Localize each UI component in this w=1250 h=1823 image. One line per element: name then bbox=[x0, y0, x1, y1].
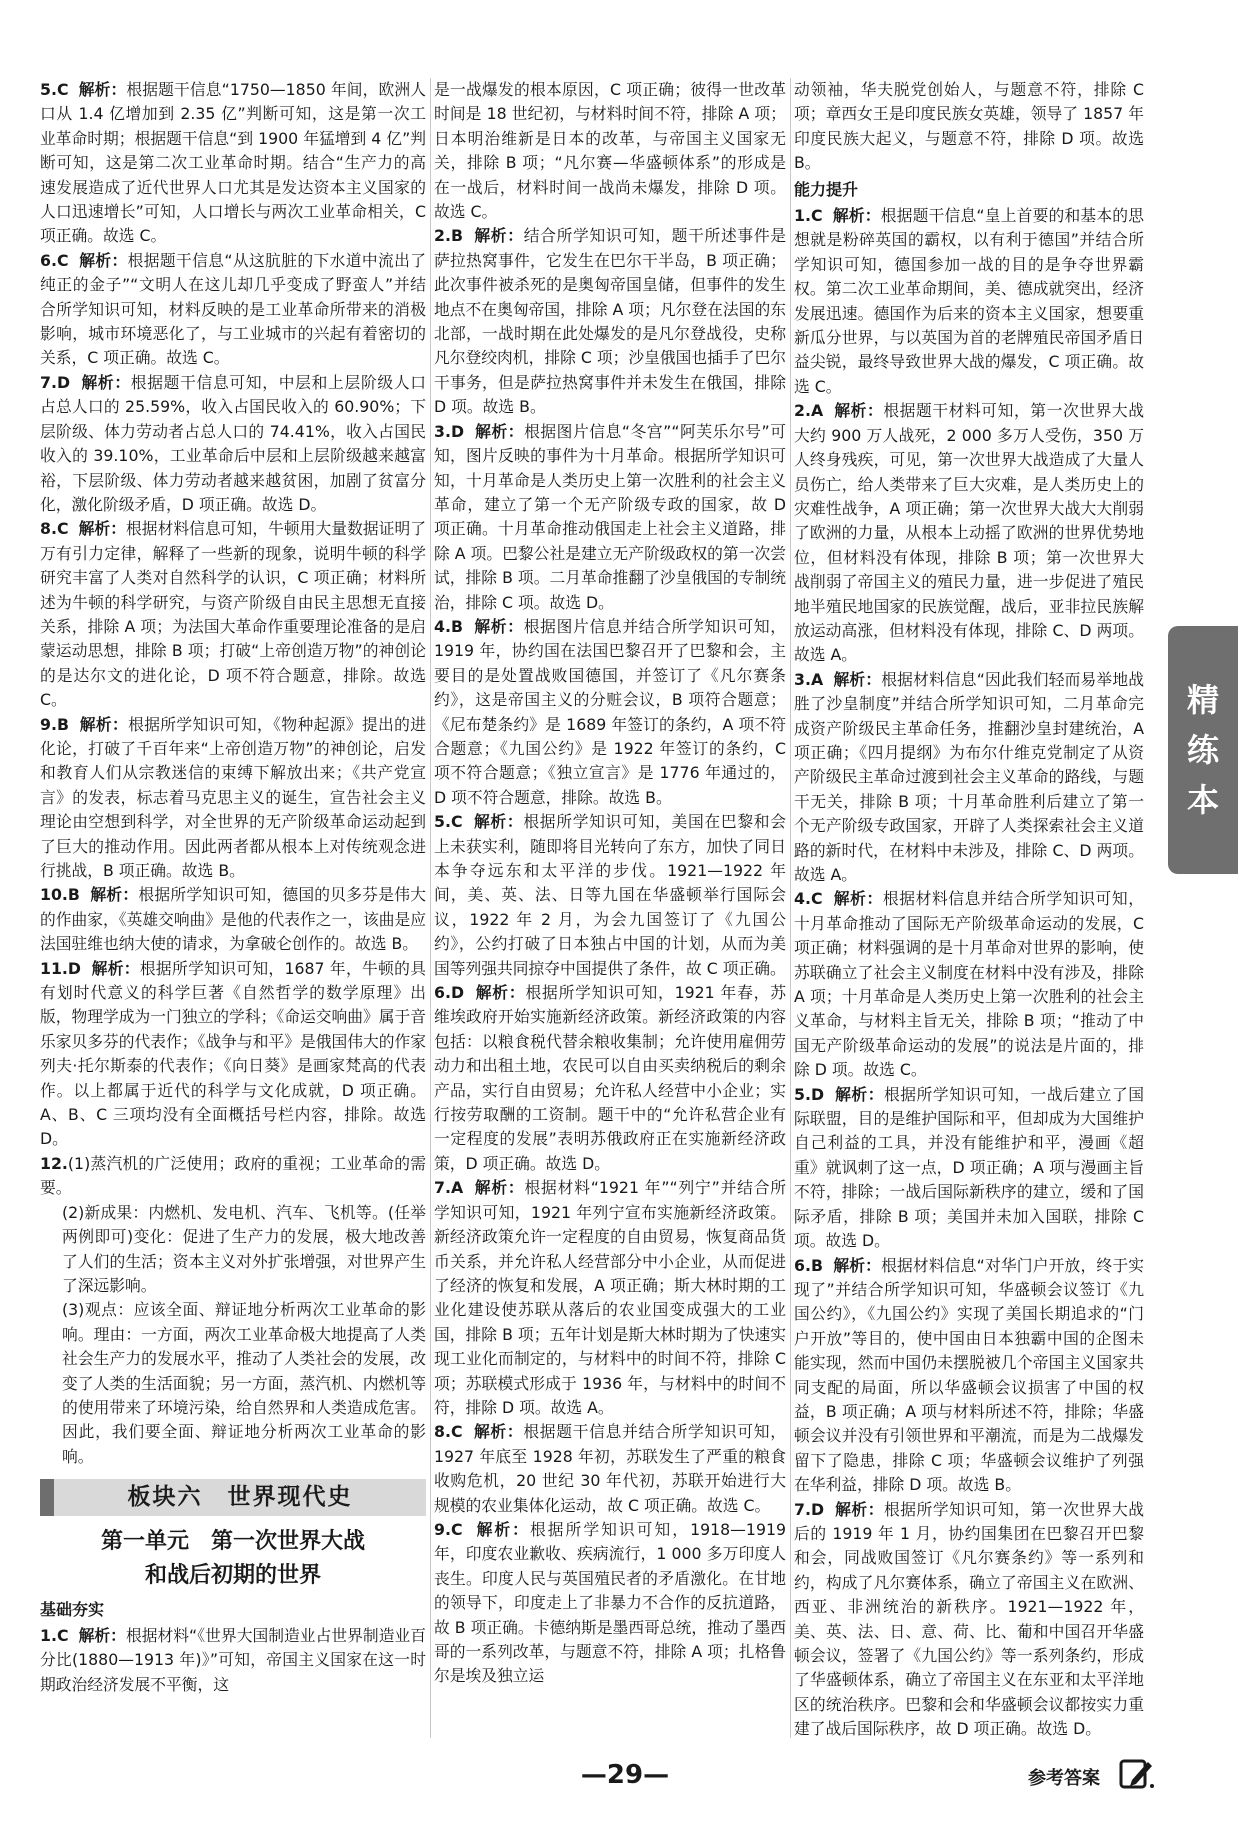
answer-item bbox=[434, 615, 786, 810]
analysis-label: 解析： bbox=[475, 421, 525, 441]
item-number: 6. bbox=[434, 983, 451, 1003]
block-title: 板块六 世界现代史 bbox=[40, 1479, 426, 1515]
item-answer: B bbox=[56, 714, 69, 734]
answer-text: 根据材料信息可知，牛顿用大量数据证明了万有引力定律，解释了一些新的现象，说明牛顿的科学研究丰富了人类对自然科学的认识，C 项正确；材料所述为牛顿的科学研究，与资产阶级自由民主思想无直接关系，排除 A 项；为法国大革命作重要理论准备的是启蒙运动思想，排除 B 项；打破“上帝创造万物”的神创论的是达尔文的进化论，D 项不符合题意，排除。故选 C。 bbox=[40, 519, 427, 710]
answer-item bbox=[434, 981, 786, 1176]
answer-text: 根据所学知识可知，1687 年，牛顿的具有划时代意义的科学巨著《自然哲学的数学原理》出版，物理学成为一门独立的学科；《命运交响曲》属于音乐家贝多芬的代表作；《战争与和平》是俄国伟大的作家列夫·托尔斯泰的代表作；《向日葵》是画家梵高的代表作。以上都属于近代的科学与文化成就，D 项正确。A、B、C 三项均没有全面概括号栏内容，排除。故选 D。 bbox=[40, 958, 427, 1149]
analysis-label: 解析： bbox=[833, 889, 883, 909]
answer-item bbox=[794, 1254, 1144, 1498]
answer-text: 根据题干信息“皇上首要的和基本的思想就是粉碎英国的霸权，以有利于德国”并结合所学知识可知，德国参加一战的目的是争夺世界霸权。第二次工业革命期间，美、德成就突出，经济发展迅速。德国作为后来的资本主义国家，想要重新瓜分世界，与以英国为首的老牌殖民帝国矛盾日益尖锐，最终导致世界大战的爆发，C 项正确。故选 C。 bbox=[794, 206, 1144, 396]
answer-text: 根据材料“1921 年”“列宁”并结合所学知识可知，1921 年列宁宣布实施新经济政策。新经济政策允许一定程度的自由贸易，恢复商品货币关系，并允许私人经营部分中小企业，从而促进了经济的恢复和发展，A 项正确；斯大林时期的工业化建设使苏联从落后的农业国变成强大的工业国，排除 B 项；五年计划是斯大林时期为了快速实现工业化而制定的，与材料中的时间不符，排除 C 项；苏联模式形成于 1936 年，与材料中的时间不符，排除 D 项。故选 A。 bbox=[434, 1178, 787, 1417]
item-answer: C bbox=[56, 1625, 69, 1645]
unit-title-line-2: 和战后初期的世界 bbox=[144, 1561, 321, 1588]
answer-item bbox=[434, 1420, 786, 1518]
item-number: 7. bbox=[40, 372, 57, 392]
analysis-label: 解析： bbox=[835, 1084, 884, 1104]
analysis-label: 解析： bbox=[475, 983, 526, 1003]
analysis-label: 解析： bbox=[473, 1422, 524, 1442]
answer-item bbox=[40, 517, 426, 712]
answer-item-12 bbox=[40, 1152, 426, 1201]
answer-item bbox=[434, 420, 786, 615]
analysis-label: 解析： bbox=[81, 372, 131, 392]
item-number: 9. bbox=[434, 1519, 451, 1539]
answer-item bbox=[794, 1498, 1144, 1742]
item-number: 6. bbox=[40, 250, 57, 270]
answer-item bbox=[434, 810, 786, 981]
answer-item bbox=[40, 883, 426, 956]
pencil-note-icon bbox=[1118, 1756, 1154, 1792]
item-number: 10. bbox=[40, 885, 68, 905]
item-answer: B bbox=[450, 616, 463, 636]
answer-item bbox=[794, 887, 1144, 1082]
analysis-label: 解析： bbox=[79, 714, 129, 734]
item-answer: B bbox=[810, 1255, 823, 1275]
item-number: 1. bbox=[794, 206, 811, 226]
item-number: 8. bbox=[40, 519, 57, 539]
answer-text: 根据所学知识可知，第一次世界大战后的 1919 年 1 月，协约国集团在巴黎召开巴黎和会，同战败国签订《凡尔赛条约》等一系列和约，构成了凡尔赛体系，确立了帝国主义在欧洲、西亚、非洲统治的新秩序。1921—1922 年，美、英、法、日、意、荷、比、葡和中国召开华盛顿会议，签署了《九国公约》等一系列条约，形成了华盛顿体系，确立了帝国主义在东亚和太平洋地区的统治秩序。巴黎和会和华盛顿会议都按实力重建了战后国际秩序，故 D 项正确。故选 D。 bbox=[794, 1499, 1145, 1739]
answer-text: (1)蒸汽机的广泛使用；政府的重视；工业革命的需要。 bbox=[40, 1153, 426, 1198]
answer-item bbox=[794, 1083, 1144, 1254]
analysis-label: 解析： bbox=[834, 401, 884, 421]
item-answer: C bbox=[450, 812, 463, 832]
answer-item bbox=[434, 1176, 786, 1420]
answer-text: 根据图片信息并结合所学知识可知，1919 年，协约国在法国巴黎召开了巴黎和会，主要目的是处置战败国德国，并签订了《凡尔赛条约》，这是帝国主义的分赃会议，B 项符合题意；《尼布楚条约》是 1689 年签订的条约，A 项不符合题意；《九国公约》是 1922 年签订的条约，C 项不符合题意；《独立宣言》是 1776 年通过的，D 项不符合题意，排除。故选 B。 bbox=[434, 616, 787, 807]
answer-item bbox=[794, 204, 1144, 399]
answer-item bbox=[794, 668, 1144, 888]
item-number: 2. bbox=[434, 226, 451, 246]
item-answer: C bbox=[56, 80, 69, 99]
continued-text: 是一战爆发的根本原因，C 项正确；彼得一世改革时间是 18 世纪初，与材料时间不符，排除 A 项；日本明治维新是日本的改革，与帝国主义国家无关，排除 B 项；“凡尔赛—华盛顿体系”的形成是在一战后，材料时间一战尚未爆发，排除 D 项。故选 C。 bbox=[434, 80, 786, 222]
analysis-label: 解析： bbox=[832, 206, 881, 226]
analysis-label: 解析： bbox=[474, 226, 524, 246]
item-number: 6. bbox=[794, 1255, 811, 1275]
side-tab-char: 本 bbox=[1186, 781, 1219, 819]
analysis-label: 解析： bbox=[78, 1625, 126, 1645]
analysis-label: 解析： bbox=[833, 669, 882, 689]
item-answer: D bbox=[450, 983, 465, 1003]
answer-text: 根据题干信息并结合所学知识可知，1927 年底至 1928 年初，苏联发生了严重的粮食收购危机，20 世纪 30 年代初，苏联开始进行大规模的农业集体化运动，故 C 项正确。故选 C。 bbox=[434, 1422, 787, 1515]
answer-list bbox=[434, 224, 786, 1688]
answer-text: 结合所学知识可知，题干所述事件是萨拉热窝事件，它发生在巴尔干半岛，B 项正确；此次事件被杀死的是奥匈帝国皇储，但事件的发生地点不在奥匈帝国，排除 A 项；凡尔登在法国的东北部，一战时期在此处爆发的是凡尔登战役，史称凡尔登绞肉机，排除 C 项；沙皇俄国也插手了巴尔干事务，但是萨拉热窝事件并未发生在俄国，排除 D 项。故选 B。 bbox=[434, 226, 787, 417]
item-number: 5. bbox=[794, 1084, 811, 1104]
item-answer: C bbox=[56, 519, 69, 539]
answer-list bbox=[794, 204, 1144, 1742]
answer-list bbox=[40, 78, 426, 1152]
item-answer: B bbox=[450, 226, 463, 246]
item-answer: C bbox=[450, 1422, 463, 1442]
column-divider bbox=[430, 78, 431, 1738]
analysis-label: 解析： bbox=[474, 616, 524, 636]
continued-text: 动领袖，华夫脱党创始人，与题意不符，排除 C 项；章西女王是印度民族女英雄，领导了 1857 年印度民族大起义，与题意不符，排除 D 项。故选 B。 bbox=[794, 80, 1144, 173]
answer-item bbox=[434, 1518, 786, 1689]
side-tab-char: 练 bbox=[1186, 731, 1219, 769]
analysis-label: 解析： bbox=[474, 1178, 525, 1198]
item-number: 3. bbox=[794, 669, 811, 689]
item-number: 12. bbox=[40, 1153, 68, 1173]
item-answer: D bbox=[810, 1084, 825, 1104]
item-answer: C bbox=[450, 1519, 463, 1539]
item-answer: D bbox=[810, 1499, 825, 1519]
item-number: 8. bbox=[434, 1422, 451, 1442]
item-answer: C bbox=[810, 889, 823, 909]
item-number: 7. bbox=[794, 1499, 811, 1519]
item-number: 4. bbox=[794, 889, 811, 909]
answer-text: (3)观点：应该全面、辩证地分析两次工业革命的影响。理由：一方面，两次工业革命极大地提高了人类社会生产力的发展水平，推动了人类社会的发展，改变了人类的生活面貌；另一方面，蒸汽机、内燃机等的使用带来了环境污染，给自然界和人类造成危害。因此，我们要全面、辩证地分析两次工业革命的影响。 bbox=[62, 1300, 426, 1466]
side-tab-char: 精 bbox=[1186, 681, 1219, 719]
answer-item bbox=[40, 1624, 426, 1697]
footer-label: 参考答案 bbox=[1028, 1768, 1100, 1789]
item-answer: C bbox=[56, 250, 69, 270]
answer-text: 根据所学知识可知，美国在巴黎和会上未获实利，随即将目光转向了东方，加快了同日本争夺远东和太平洋的步伐。1921—1922 年间，美、英、法、日等九国在华盛顿举行国际会议，1922 年 2 月，为会九国签订了《九国公约》，公约打破了日本独占中国的计划，从而为美国等列强共同掠夺中国提供了条件，故 C 项正确。 bbox=[434, 812, 787, 978]
answer-text: 根据所学知识可知，1918—1919 年，印度农业歉收、疾病流行，1 000 多万印度人丧生。印度人民与英国殖民者的矛盾激化。在甘地的领导下，印度走上了非暴力不合作的反抗道路，故 B 项正确。卡德纳斯是墨西哥总统，推动了墨西哥的一系列改革，与题意不符，排除 A 项；扎格鲁尔是埃及独立运 bbox=[434, 1519, 787, 1686]
page-number: —29— bbox=[580, 1760, 670, 1790]
item-number: 5. bbox=[434, 812, 451, 832]
answer-text: 根据所学知识可知，德国的贝多芬是伟大的作曲家，《英雄交响曲》是他的代表作之一，该曲是应法国驻维也纳大使的请求，为拿破仑创作的。故选 B。 bbox=[40, 885, 427, 954]
answer-item bbox=[434, 224, 786, 419]
answer-text: 根据题干材料可知，第一次世界大战大约 900 万人战死，2 000 多万人受伤，350 万人终身残疾，可见，第一次世界大战造成了大量人员伤亡，给人类带来了巨大灾难，是人类历史上的灾难性战争，A 项正确；第一次世界大战大大削弱了欧洲的力量，从根本上动摇了欧洲的世界优势地位，但材料没有体现，排除 B 项；第一次世界大战削弱了帝国主义的殖民力量，进一步促进了殖民地半殖民地国家的民族觉醒，战后，亚非拉民族解放运动高涨，但材料没有体现，排除 C、D 两项。故选 A。 bbox=[794, 401, 1145, 665]
item-number: 4. bbox=[434, 616, 451, 636]
answer-text: 根据材料信息“因此我们轻而易举地战胜了沙皇制度”并结合所学知识可知，二月革命完成资产阶级民主革命任务，推翻沙皇封建统治，A 项正确；《四月提纲》为布尔什维克党制定了从资产阶级民主革命过渡到社会主义革命的路线，与题干无关，排除 B 项；十月革命胜利后建立了第一个无产阶级专政国家，开辟了人类探索社会主义道路的新时代，在材料中未涉及，排除 C、D 两项。故选 A。 bbox=[794, 669, 1145, 884]
side-tab bbox=[1168, 626, 1238, 874]
answer-column-2 bbox=[434, 78, 786, 1689]
analysis-label: 解析： bbox=[78, 519, 127, 539]
answer-item bbox=[40, 78, 426, 249]
item-number: 1. bbox=[40, 1625, 57, 1645]
answer-text: 根据所学知识可知，1921 年春，苏维埃政府开始实施新经济政策。新经济政策的内容包括：以粮食税代替余粮收集制；允许使用雇佣劳动力和出租土地，农民可以自由买卖纳税后的剩余产品，实行自由贸易；允许私人经营中小企业；实行按劳取酬的工资制。题干中的“允许私营企业有一定程度的发展”表明苏俄政府正在实施新经济政策，D 项正确。故选 D。 bbox=[434, 983, 787, 1173]
unit-title bbox=[40, 1524, 426, 1592]
analysis-label: 解析： bbox=[476, 1519, 530, 1539]
analysis-label: 解析： bbox=[78, 80, 127, 99]
answer-text: (2)新成果：内燃机、发电机、汽车、飞机等。(任举两例即可)变化：促进了生产力的发展，极大地改善了人们的生活；资本主义对外扩张增强，对世界产生了深远影响。 bbox=[62, 1202, 426, 1295]
section-heading: 基础夯实 bbox=[40, 1599, 105, 1619]
section-heading: 能力提升 bbox=[794, 179, 859, 199]
answer-item bbox=[40, 371, 426, 517]
item-number: 9. bbox=[40, 714, 57, 734]
answer-item bbox=[40, 957, 426, 1152]
item-answer: B bbox=[67, 885, 80, 905]
answer-text: 根据题干信息“从这肮脏的下水道中流出了纯正的金子”“文明人在这儿却几乎变成了野蛮人”并结合所学知识可知，材料反映的是工业革命所带来的消极影响，城市环境恶化了，与工业城市的兴起有着密切的关系，C 项正确。故选 C。 bbox=[40, 250, 427, 368]
answer-item bbox=[794, 399, 1144, 667]
item-number: 2. bbox=[794, 401, 811, 421]
column-divider bbox=[790, 78, 791, 1738]
item-answer: D bbox=[67, 958, 81, 978]
analysis-label: 解析： bbox=[91, 958, 140, 978]
answer-item bbox=[40, 249, 426, 371]
item-answer: C bbox=[810, 206, 823, 226]
analysis-label: 解析： bbox=[835, 1499, 884, 1519]
item-number: 7. bbox=[434, 1178, 451, 1198]
item-answer: A bbox=[450, 1178, 464, 1198]
item-answer: A bbox=[810, 669, 824, 689]
item-answer: A bbox=[810, 401, 824, 421]
answer-text: 根据材料信息“对华门户开放，终于实现了”并结合所学知识可知，华盛顿会议签订《九国公约》，《九国公约》实现了美国长期追求的“门户开放”等目的，使中国由日本独霸中国的企图未能实现，然而中国仍未摆脱被几个帝国主义国家共同支配的局面，所以华盛顿会议损害了中国的权益，B 项正确；A 项与材料所述不符，排除；华盛顿会议并没有引领世界和平潮流，而是为二战爆发留下了隐患，排除 C 项；华盛顿会议维护了列强在华利益，排除 D 项。故选 B。 bbox=[794, 1255, 1144, 1495]
item-number: 11. bbox=[40, 958, 68, 978]
analysis-label: 解析： bbox=[79, 250, 128, 270]
answer-column-1 bbox=[40, 78, 426, 1697]
item-number: 5. bbox=[40, 80, 57, 99]
item-number: 3. bbox=[434, 421, 451, 441]
analysis-label: 解析： bbox=[90, 885, 139, 905]
answer-column-3 bbox=[794, 78, 1144, 1742]
item-answer: D bbox=[450, 421, 465, 441]
answer-text: 根据材料信息并结合所学知识可知，十月革命推动了国际无产阶级革命运动的发展，C 项正确；材料强调的是十月革命对世界的影响，使苏联确立了社会主义制度在材料中没有涉及，排除 A 项；十月革命是人类历史上第一次胜利的社会主义革命，与材料主旨无关，排除 B 项；“推动了中国无产阶级革命运动的发展”的说法是片面的，排除 D 项。故选 C。 bbox=[794, 889, 1145, 1080]
answer-text: 根据所学知识可知，一战后建立了国际联盟，目的是维护国际和平，但却成为大国维护自己利益的工具，并没有能维护和平，漫画《超重》就讽刺了这一点，D 项正确；A 项与漫画主旨不符，排除；一战后国际新秩序的建立，缓和了国际矛盾，排除 B 项；美国并未加入国联，排除 C 项。故选 D。 bbox=[794, 1084, 1145, 1251]
answer-text: 根据题干信息可知，中层和上层阶级人口占总人口的 25.59%，收入占国民收入的 60.90%；下层阶级、体力劳动者占总人口的 74.41%，收入占国民收入的 39.10%，工业革命后中层和上层阶级越来越富裕，下层阶级、体力劳动者越来越贫困，加剧了贫富分化，激化阶级矛盾，D 项正确。故选 D。 bbox=[40, 372, 427, 514]
answer-text: 根据图片信息“冬宫”“阿芙乐尔号”可知，图片反映的事件为十月革命。根据所学知识可知，十月革命是人类历史上第一次胜利的社会主义革命，建立了第一个无产阶级专政的国家，故 D 项正确。十月革命推动俄国走上社会主义道路，排除 A 项。巴黎公社是建立无产阶级政权的第一次尝试，排除 B 项。二月革命推翻了沙皇俄国的专制统治，排除 C 项。故选 D。 bbox=[434, 421, 787, 612]
item-answer: D bbox=[56, 372, 71, 392]
answer-text: 根据题干信息“1750—1850 年间，欧洲人口从 1.4 亿增加到 2.35 亿”判断可知，这是第一次工业革命时期；根据题干信息“到 1900 年猛增到 4 亿”判断可知，这是第二次工业革命时期。结合“生产力的高速发展造成了近代世界人口尤其是发达资本主义国家的人口迅速增长”可知，人口增长与两次工业革命相关，C 项正确。故选 C。 bbox=[40, 80, 426, 246]
answer-text: 根据所学知识可知，《物种起源》提出的进化论，打破了千百年来“上帝创造万物”的神创论，启发和教育人们从宗教迷信的束缚下解放出来；《共产党宣言》的发表，标志着马克思主义的诞生，宣告社会主义理论由空想到科学，对全世界的无产阶级革命运动起到了巨大的推动作用。因此两者都从根本上对传统观念进行挑战，B 项正确。故选 B。 bbox=[40, 714, 427, 880]
answer-item bbox=[40, 713, 426, 884]
answer-text: 根据材料“《世界大国制造业占世界制造业百分比(1880—1913 年)》”可知，帝国主义国家在这一时期政治经济发展不平衡，这 bbox=[40, 1625, 427, 1694]
analysis-label: 解析： bbox=[473, 812, 524, 832]
analysis-label: 解析： bbox=[833, 1255, 882, 1275]
unit-title-line-1: 第一单元 第一次世界大战 bbox=[100, 1527, 365, 1554]
